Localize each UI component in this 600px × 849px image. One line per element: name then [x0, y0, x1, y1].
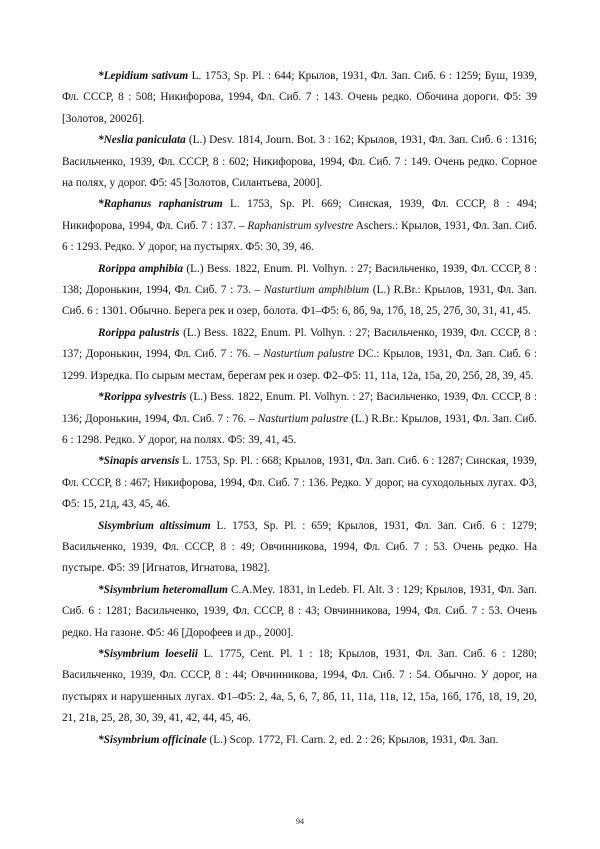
entry-text: L. 1753, Sp. Pl. : 644; Крылов, 1931, Фл. Зап. Сиб. 6 : 1259; Буш, 1939, Фл. СССР, 8 : 508; Никифорова, 1994, Фл. Сиб. 7 : 143. Очень редко. Обочина дороги. Ф5: 39 [Золотов, 2002б]. — [62, 70, 537, 125]
entry-text: L. 1753, Sp. Pl. : 668; Крылов, 1931, Фл. Зап. Сиб. 6 : 1287; Синская, 1939, Фл. СССР, 8 : 467; Никифорова, 1994, Фл. Сиб. 7 : 136. Редко. У дорог, на суходольных лугах. Ф3, Ф5: 15, 21д, 43, 45, 46. — [62, 455, 537, 511]
species-entry-rorippa-amphibia — [62, 259, 537, 323]
page-number: 94 — [296, 817, 304, 826]
entry-text: (L.) Desv. 1814, Journ. Bot. 3 : 162; Крылов, 1931, Фл. Зап. Сиб. 6 : 1316; Васильченко, 1939, Фл. СССР, 8 : 602; Никифорова, 1994, Фл. Сиб. 7 : 149. Очень редко. Сорное на полях, у дорог. Ф5: 45 [Золотов, Силантьева, 2000]. — [62, 134, 537, 190]
entry-text: L. 1775, Cent. Pl. 1 : 18; Крылов, 1931, Фл. Зап. Сиб. 6 : 1280; Васильченко, 1939, Фл. СССР, 8 : 44; Овчинникова, 1994, Фл. Сиб. 7 : 54. Обычно. У дорог, на пустырях и нарушенных лугах. Ф1–Ф5: 2, 4а, 5, 6, 7, 8б, 11, 11а, 11в, 12, 15а, 16б, 17б, 18, 19, 20, 21, 21в, 25, 28, 30, 39, 41, 42, 44, 45, 46. — [62, 647, 537, 725]
entry-text-tail: (L.) R.Br.: Крылов, 1931, Фл. Зап. Сиб. 6 : 1298. Редко. У дорог, на полях. Ф5: 39, 41, 45. — [62, 412, 537, 446]
species-entry-rorippa-sylvestris — [62, 387, 537, 451]
species-name: Rorippa palustris — [98, 326, 180, 339]
synonym-name: Nasturtium palustre — [263, 348, 355, 361]
species-name: *Sinapis arvensis — [98, 455, 180, 468]
document-page — [62, 66, 537, 751]
entry-text: L. 1753, Sp. Pl. 669; Синская, 1939, Фл. СССР, 8 : 494; Никифорова, 1994, Фл. Сиб. 7 : 137. – — [62, 198, 537, 232]
entry-text: (L.) Bess. 1822, Enum. Pl. Volhyn. : 27; Васильченко, 1939, Фл. СССР, 8 : 138; Доронькин, 1994, Фл. Сиб. 7 : 73. – — [62, 262, 537, 297]
species-name: *Lepidium sativum — [98, 70, 189, 82]
species-entry-lepidium-sativum — [62, 66, 537, 130]
entry-text-tail: Aschers.: Крылов, 1931, Фл. Зап. Сиб. 6 : 1293. Редко. У дорог, на пустырях. Ф5: 30, 39, 46. — [62, 219, 537, 254]
species-name: *Sisymbrium loeselii — [98, 647, 198, 660]
synonym-name: Nasturtium amphibium — [263, 284, 370, 297]
synonym-name: Nasturtium palustre — [257, 412, 349, 425]
species-entry-neslia-paniculata — [62, 130, 537, 194]
species-entry-sisymbrium-altissimum — [62, 516, 537, 580]
species-name: *Rorippa sylvestris — [98, 391, 187, 404]
entry-text: (L.) Scop. 1772, Fl. Carn. 2, ed. 2 : 26; Крылов, 1931, Фл. Зап. — [206, 733, 499, 746]
species-entry-sisymbrium-loeselii — [62, 644, 537, 730]
species-name: *Sisymbrium heteromallum — [98, 583, 228, 596]
species-entry-sisymbrium-officinale — [62, 730, 537, 751]
entry-text: (L.) Bess. 1822, Enum. Pl. Volhyn. : 27; Васильченко, 1939, Фл. СССР, 8 : 137; Доронькин, 1994, Фл. Сиб. 7 : 76. – — [62, 326, 537, 361]
species-entry-raphanus-raphanistrum — [62, 194, 537, 258]
synonym-name: Raphanistrum sylvestre — [247, 219, 354, 232]
species-entry-sisymbrium-heteromallum — [62, 580, 537, 644]
entry-text-tail: (L.) R.Br.: Крылов, 1931, Фл. Зап. Сиб. 6 : 1301. Обычно. Берега рек и озер, болота. Ф1–Ф5: 6, 8б, 9а, 17б, 18, 25, 27б, 30, 31, 41, 45. — [62, 284, 538, 318]
species-name: Sisymbrium altissimum — [98, 519, 211, 532]
entry-text: L. 1753, Sp. Pl. : 659; Крылов, 1931, Фл. Зап. Сиб. 6 : 1279; Васильченко, 1939, Фл. СССР, 8 : 49; Овчинникова, 1994, Фл. Сиб. 7 : 53. Очень редко. На пустыре. Ф5: 39 [Игнатов, Игнатова, 1982]. — [62, 519, 537, 575]
species-name: *Neslia paniculata — [98, 134, 186, 147]
species-name: Rorippa amphibia — [98, 262, 183, 275]
entry-text: (L.) Bess. 1822, Enum. Pl. Volhyn. : 27; Васильченко, 1939, Фл. СССР, 8 : 136; Доронькин, 1994, Фл. Сиб. 7 : 76. – — [62, 391, 537, 425]
entry-text-tail: DC.: Крылов, 1931, Фл. Зап. Сиб. 6 : 1299. Изредка. По сырым местам, берегам рек и озер. Ф2–Ф5: 11, 11а, 12а, 15а, 20, 25б, 28, 39, 45. — [62, 348, 538, 382]
species-entry-rorippa-palustris — [62, 323, 537, 387]
species-name: *Raphanus raphanistrum — [98, 198, 223, 211]
species-entry-sinapis-arvensis — [62, 451, 537, 515]
entry-text: C.A.Mey. 1831, in Ledeb. Fl. Alt. 3 : 129; Крылов, 1931, Фл. Зап. Сиб. 6 : 1281; Васильченко, 1939, Фл. СССР, 8 : 43; Овчинникова, 1994, Фл. Сиб. 7 : 53. Очень редко. На газоне. Ф5: 46 [Дорофеев и др., 2000]. — [62, 583, 538, 639]
species-name: *Sisymbrium officinale — [98, 733, 207, 746]
